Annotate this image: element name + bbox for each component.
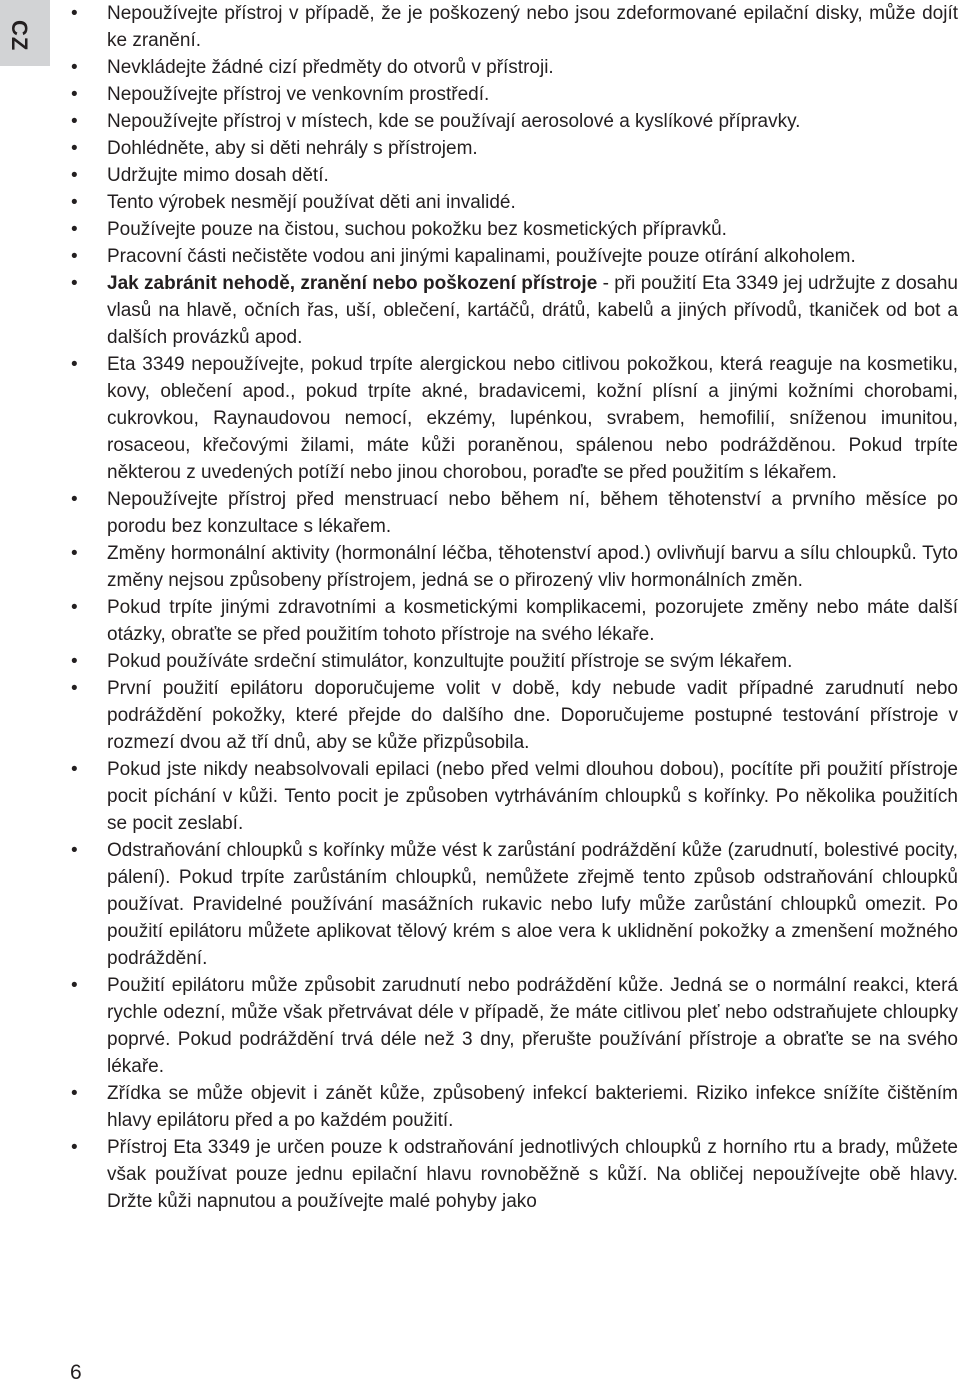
list-item-text: Nepoužívejte přístroj před menstruací nebo během ní, během těhotenství a prvního měsíce po porodu bez konzultace s lékařem. — [107, 489, 958, 537]
list-item-text: Dohlédněte, aby si děti nehrály s přístrojem. — [107, 138, 478, 159]
list-item — [70, 486, 958, 540]
bullet: • — [71, 1137, 78, 1158]
list-item-text: Přístroj Eta 3349 je určen pouze k odstraňování jednotlivých chloupků z horního rtu a brady, můžete však používat pouze jednu epilační hlavu rovnoběžně s kůží. Na obličej nepoužívejte obě hlavy. Držte kůži napnutou a používejte malé pohyby jako — [107, 1137, 958, 1212]
list-item — [70, 648, 958, 675]
list-item-text: Zřídka se může objevit i zánět kůže, způsobený infekcí bakteriemi. Riziko infekce snížíte čištěním hlavy epilátoru před a po každém použití. — [107, 1083, 958, 1131]
list-item — [70, 540, 958, 594]
list-item — [70, 162, 958, 189]
list-item-text: Udržujte mimo dosah dětí. — [107, 165, 329, 186]
bullet: • — [71, 489, 78, 510]
bullet: • — [71, 111, 78, 132]
bullet: • — [71, 84, 78, 105]
bullet: • — [71, 57, 78, 78]
bullet: • — [71, 678, 78, 699]
bullet: • — [71, 165, 78, 186]
list-item-text: Nepoužívejte přístroj v případě, že je poškozený nebo jsou zdeformované epilační disky, může dojít ke zranění. — [107, 3, 958, 51]
bullet: • — [71, 273, 78, 294]
list-item-text: Používejte pouze na čistou, suchou pokožku bez kosmetických přípravků. — [107, 219, 727, 240]
bold-lead-in: Jak zabránit nehodě, zranění nebo poškození přístroje — [107, 273, 598, 294]
list-item — [70, 675, 958, 756]
list-item — [70, 351, 958, 486]
bullet: • — [71, 192, 78, 213]
list-item — [70, 1080, 958, 1134]
bullet: • — [71, 138, 78, 159]
list-item-text: Nepoužívejte přístroj v místech, kde se používají aerosolové a kyslíkové přípravky. — [107, 111, 801, 132]
list-item — [70, 837, 958, 972]
list-item — [70, 270, 958, 351]
list-item — [70, 756, 958, 837]
bullet: • — [71, 219, 78, 240]
list-item-text: Eta 3349 nepoužívejte, pokud trpíte alergickou nebo citlivou pokožkou, která reaguje na kosmetiku, kovy, oblečení apod., pokud trpíte akné, bradavicemi, kožní plísní a jinými kožními chorobami, cukrovkou, Raynaudovou nemocí, ekzémy, lupénkou, svrabem, hemofilií, sníženou imunitou, rosaceou, křečovými žilami, máte kůži poraněnou, spálenou nebo podrážděnou. Pokud trpíte některou z uvedených potíží nebo jinou chorobou, poraďte se před použitím s lékařem. — [107, 354, 958, 483]
list-item-text: Odstraňování chloupků s kořínky může vést k zarůstání podráždění kůže (zarudnutí, bolestivé pocity, pálení). Pokud trpíte zarůstáním chloupků, nemůžete zřejmě tento způsob odstraňování chloupků používat. Pravidelné používání masážních rukavic nebo lufy může zarůstání chloupků omezit. Po použití epilátoru můžete aplikovat tělový krém s aloe vera k uklidnění pokožky a zmenšení možného podráždění. — [107, 840, 958, 969]
list-item — [70, 594, 958, 648]
bullet: • — [71, 354, 78, 375]
list-item-text: Pokud trpíte jinými zdravotními a kosmetickými komplikacemi, pozorujete změny nebo máte další otázky, obraťte se před použitím tohoto přístroje na svého lékaře. — [107, 597, 958, 645]
bullet: • — [71, 3, 78, 24]
list-item-text: Pracovní části nečistěte vodou ani jinými kapalinami, používejte pouze otírání alkoholem. — [107, 246, 856, 267]
list-item — [70, 135, 958, 162]
list-item-text: Nepoužívejte přístroj ve venkovním prostředí. — [107, 84, 490, 105]
language-tab-label: CZ — [7, 20, 32, 52]
language-tab — [0, 0, 50, 66]
list-item — [70, 54, 958, 81]
list-item — [70, 108, 958, 135]
list-item-text: Tento výrobek nesmějí používat děti ani invalidé. — [107, 192, 516, 213]
bullet: • — [71, 651, 78, 672]
list-item-text: Nevkládejte žádné cizí předměty do otvorů v přístroji. — [107, 57, 554, 78]
list-item-text: Použití epilátoru může způsobit zarudnutí nebo podráždění kůže. Jedná se o normální reakci, která rychle odezní, může však přetrvávat déle v případě, že máte citlivou pleť nebo odstraňujete chloupky poprvé. Pokud podráždění trvá déle než 3 dny, přerušte používání přístroje a obraťte se na svého lékaře. — [107, 975, 958, 1077]
list-item — [70, 1134, 958, 1215]
list-item — [70, 216, 958, 243]
list-item — [70, 189, 958, 216]
bullet: • — [71, 759, 78, 780]
bullet: • — [71, 840, 78, 861]
list-item — [70, 0, 958, 54]
bullet: • — [71, 246, 78, 267]
list-item-text: První použití epilátoru doporučujeme volit v době, kdy nebude vadit případné zarudnutí nebo podráždění pokožky, které přejde do dalšího dne. Doporučujeme postupné testování přístroje v rozmezí dvou až tří dnů, aby se kůže přizpůsobila. — [107, 678, 958, 753]
list-item — [70, 243, 958, 270]
bullet: • — [71, 597, 78, 618]
bullet: • — [71, 975, 78, 996]
bullet: • — [71, 1083, 78, 1104]
list-item-text: - při použití Eta 3349 jej udržujte z dosahu vlasů na hlavě, očních řas, uší, oblečení, kartáčů, drátů, kabelů a jiných přívodů, tkaniček od bot a dalších provázků apod. — [107, 273, 958, 348]
list-item-text: Změny hormonální aktivity (hormonální léčba, těhotenství apod.) ovlivňují barvu a sílu chloupků. Tyto změny nejsou způsobeny přístrojem, jedná se o přirozený vliv hormonálních změn. — [107, 543, 958, 591]
bullet: • — [71, 543, 78, 564]
list-item — [70, 972, 958, 1080]
list-item — [70, 81, 958, 108]
safety-instructions-list — [70, 0, 958, 1215]
list-item-text: Pokud používáte srdeční stimulátor, konzultujte použití přístroje se svým lékařem. — [107, 651, 793, 672]
page-number: 6 — [70, 1361, 82, 1384]
list-item-text: Pokud jste nikdy neabsolvovali epilaci (nebo před velmi dlouhou dobou), pocítíte při použití přístroje pocit píchání v kůži. Tento pocit je způsoben vytrháváním chloupků s kořínky. Po několika použitích se pocit zeslabí. — [107, 759, 958, 834]
